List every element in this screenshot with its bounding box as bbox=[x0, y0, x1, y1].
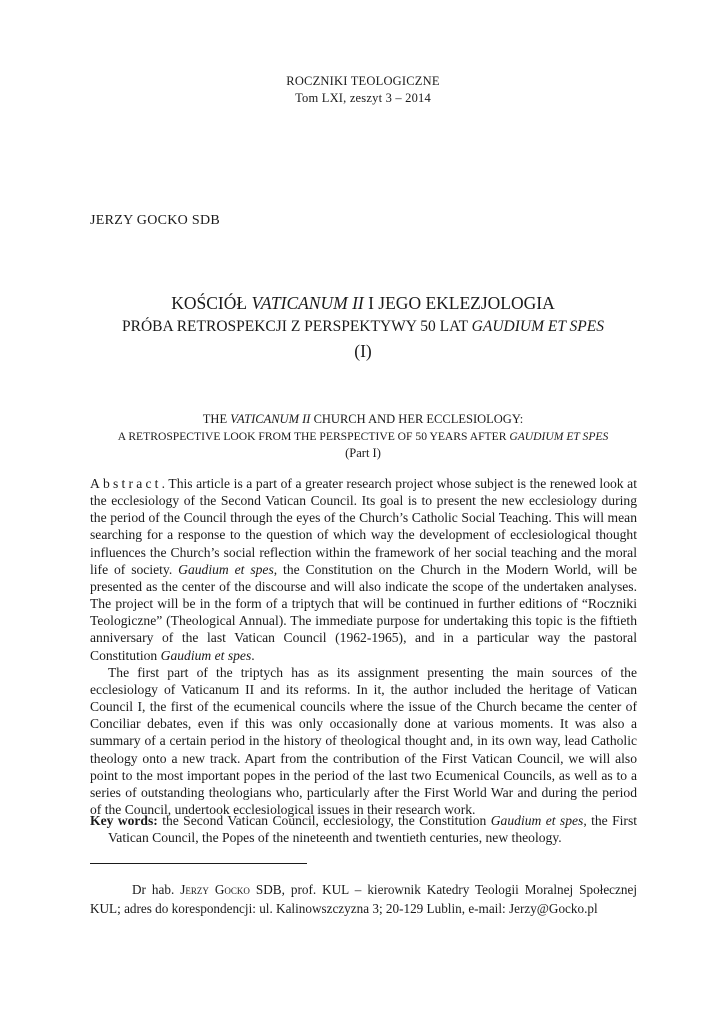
keywords bbox=[90, 812, 637, 846]
title-italic-text: GAUDIUM ET SPES bbox=[471, 318, 604, 335]
abstract-paragraph-1 bbox=[90, 475, 637, 664]
english-title-part: (Part I) bbox=[345, 446, 381, 460]
journal-header bbox=[0, 73, 726, 107]
journal-name: ROCZNIKI TEOLOGICZNE bbox=[286, 74, 440, 88]
abstract-text: . This article is a part of a greater research project whose subject is the renewed look at the ecclesiology of the Second Vatican Council. Its goal is to present the new ecclesiology during the period of the Council through the eyes of the Church’s Catholic Social Teaching. This will mean searching for a response to the question of which way the development of ecclesiological thought influences the Church’s social reflection within the framework of her social teaching and the moral life of society. bbox=[90, 476, 637, 577]
footnote-text bbox=[90, 880, 637, 918]
journal-volume: Tom LXI, zeszyt 3 – 2014 bbox=[295, 91, 431, 105]
title-text: I JEGO EKLEZJOLOGIA bbox=[363, 293, 555, 313]
title-italic-text: VATICANUM II bbox=[230, 412, 311, 426]
footnote-part: Dr hab. bbox=[132, 882, 181, 897]
polish-title-line2 bbox=[0, 315, 726, 339]
title-text: CHURCH AND HER ECCLESIOLOGY: bbox=[310, 412, 524, 426]
title-text: KOŚCIÓŁ bbox=[171, 293, 252, 313]
keywords-text: , the First Vatican Council, the Popes of the nineteenth and twentieth centuries, new theology. bbox=[108, 813, 638, 846]
title-text: A RETROSPECTIVE LOOK FROM THE PERSPECTIVE OF 50 YEARS AFTER bbox=[117, 430, 510, 443]
abstract-text: . bbox=[251, 647, 255, 663]
polish-title-part: (I) bbox=[354, 341, 372, 361]
keywords-text: the Second Vatican Council, ecclesiology, the Constitution bbox=[157, 813, 491, 828]
english-title bbox=[0, 411, 726, 462]
author-name: JERZY GOCKO SDB bbox=[90, 213, 220, 228]
abstract bbox=[90, 475, 637, 818]
title-italic-text: GAUDIUM ET SPES bbox=[509, 430, 609, 443]
english-title-line2 bbox=[0, 428, 726, 445]
footnote-part: SDB, prof. KUL – kierownik Katedry Teologii Moralnej Społecznej KUL; adres do korespondencji: ul. Kalinowszczyzna 3; 20-129 Lublin, e-mail: Jerzy@Gocko.pl bbox=[90, 882, 637, 917]
abstract-italic-text: Gaudium et spes bbox=[160, 647, 252, 663]
polish-title-line1 bbox=[0, 291, 726, 315]
footnote-separator bbox=[90, 863, 307, 864]
english-title-line1 bbox=[0, 411, 726, 428]
title-text: THE bbox=[202, 412, 231, 426]
polish-title bbox=[0, 291, 726, 363]
abstract-text: , the Constitution on the Church in the Modern World, will be presented as the center of the discourse and will also indicate the scope of the undertaken analyses. The project will be in the form of a triptych that will be continued in further editions of “Roczniki Teologiczne” (Theological Annual). The immediate purpose for undertaking this topic is the fiftieth anniversary of the last Vatican Council (1962-1965), and in a particular way the pastoral Constitution bbox=[90, 561, 637, 663]
abstract-label: Abstract bbox=[90, 476, 162, 491]
title-text: PRÓBA RETROSPEKCJI Z PERSPEKTYWY 50 LAT bbox=[122, 318, 472, 335]
abstract-italic-text: Gaudium et spes bbox=[178, 561, 274, 577]
abstract-paragraph-2: The first part of the triptych has as its assignment presenting the main sources of the ecclesiology of Vaticanum II and its reforms. In it, the author included the heritage of Vatican Council I, the first of the ecumenical councils where the issue of the Church became the center of Conciliar debates, even if this was only occasionally done at various moments. It was also a summary of a certain period in the history of theological thought and, in its own way, lead Catholic theology onto a new track. Apart from the contribution of the First Vatican Council, we will also point to the most important popes in the period of the last two Ecumenical Councils, as well as to a series of outstanding theologians who, particularly after the First World War and during the period of the Council, undertook ecclesiological issues in their research work. bbox=[90, 664, 637, 817]
footnote-author-name: Jerzy Gocko bbox=[180, 882, 250, 897]
title-italic-text: VATICANUM II bbox=[251, 293, 364, 313]
keywords-italic-text: Gaudium et spes bbox=[490, 813, 584, 828]
keywords-label: Key words: bbox=[90, 813, 158, 828]
author-footnote bbox=[90, 880, 637, 918]
